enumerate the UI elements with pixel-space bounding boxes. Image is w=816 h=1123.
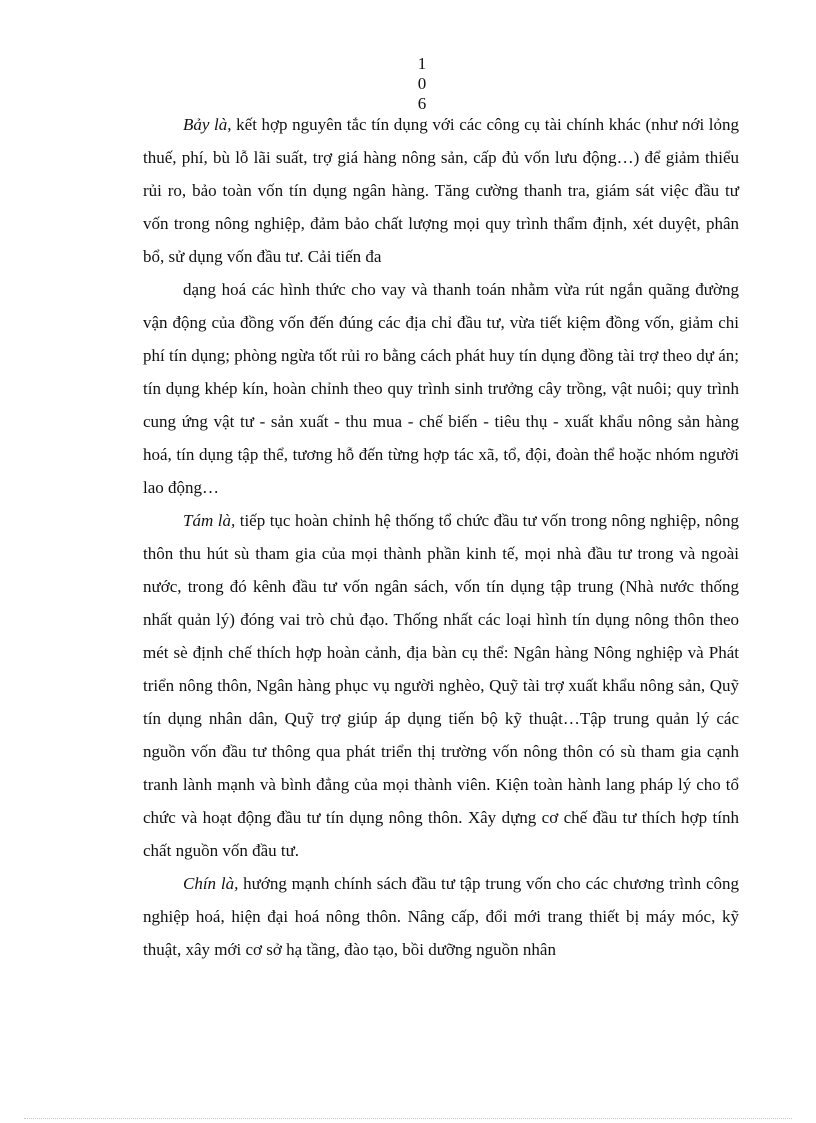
paragraph-tam-la	[143, 504, 739, 867]
paragraph-text: kết hợp nguyên tắc tín dụng với các công cụ tài chính khác (như nới lỏng thuế, phí, bù lỗ lãi suất, trợ giá hàng nông sản, cấp đủ vốn lưu động…) để giảm thiểu rủi ro, bảo toàn vốn tín dụng ngân hàng. Tăng cường thanh tra, giám sát việc đầu tư vốn trong nông nghiệp, đảm bảo chất lượng mọi quy trình thẩm định, xét duyệt, phân bổ, sử dụng vốn đầu tư. Cải tiến đa	[143, 115, 740, 266]
paragraph-text: hướng mạnh chính sách đầu tư tập trung vốn cho các chương trình công nghiệp hoá, hiện đại hoá nông thôn. Nâng cấp, đổi mới trang thiết bị máy móc, kỹ thuật, xây mới cơ sở hạ tầng, đào tạo, bồi dưỡng nguồn nhân	[143, 874, 739, 959]
paragraph-lead: Bảy là,	[183, 115, 232, 134]
paragraph-continuation	[143, 273, 739, 504]
document-body	[143, 108, 739, 966]
paragraph-text: tiếp tục hoàn chỉnh hệ thống tổ chức đầu tư vốn trong nông nghiệp, nông thôn thu hút sù tham gia của mọi thành phần kinh tế, mọi nhà đầu tư trong và ngoài nước, trong đó kênh đầu tư vốn ngân sách, vốn tín dụng tập trung (Nhà nước thống nhất quản lý) đóng vai trò chủ đạo. Thống nhất các loại hình tín dụng nông thôn theo mét sè định chế thích hợp hoàn cảnh, địa bàn cụ thể: Ngân hàng Nông nghiệp và Phát triển nông thôn, Ngân hàng phục vụ người nghèo, Quỹ tài trợ xuất khẩu nông sản, Quỹ tín dụng nhân dân, Quỹ trợ giúp áp dụng tiến bộ kỹ thuật…Tập trung quản lý các nguồn vốn đầu tư thông qua phát triển thị trường vốn nông thôn có sù tham gia cạnh tranh lành mạnh và bình đẳng của mọi thành viên. Kiện toàn hành lang pháp lý cho tổ chức và hoạt động đầu tư tín dụng nông thôn. Xây dựng cơ chế đầu tư thích hợp tính chất nguồn vốn đầu tư.	[143, 511, 739, 860]
page-number-digit: 6	[417, 94, 427, 113]
paragraph-bay-la	[143, 108, 739, 273]
page-number	[412, 54, 432, 114]
paragraph-text: dạng hoá các hình thức cho vay và thanh toán nhằm vừa rút ngắn quãng đường vận động của đồng vốn đến đúng các địa chỉ đầu tư, vừa tiết kiệm đồng vốn, giảm chi phí tín dụng; phòng ngừa tốt rủi ro bằng cách phát huy tín dụng đồng tài trợ theo dự án; tín dụng khép kín, hoàn chỉnh theo quy trình sinh trưởng cây trồng, vật nuôi; quy trình cung ứng vật tư - sản xuất - thu mua - chế biến - tiêu thụ - xuất khẩu nông sản hàng hoá, tín dụng tập thể, tương hỗ đến từng hợp tác xã, tổ, đội, đoàn thể hoặc nhóm người lao động…	[143, 280, 739, 497]
paragraph-chin-la	[143, 867, 739, 966]
page-number-digit: 0	[417, 74, 427, 93]
paragraph-lead: Chín là,	[183, 874, 239, 893]
footer-dotted-rule	[24, 1118, 792, 1119]
page-number-digit: 1	[417, 54, 427, 73]
paragraph-lead: Tám là,	[183, 511, 236, 530]
